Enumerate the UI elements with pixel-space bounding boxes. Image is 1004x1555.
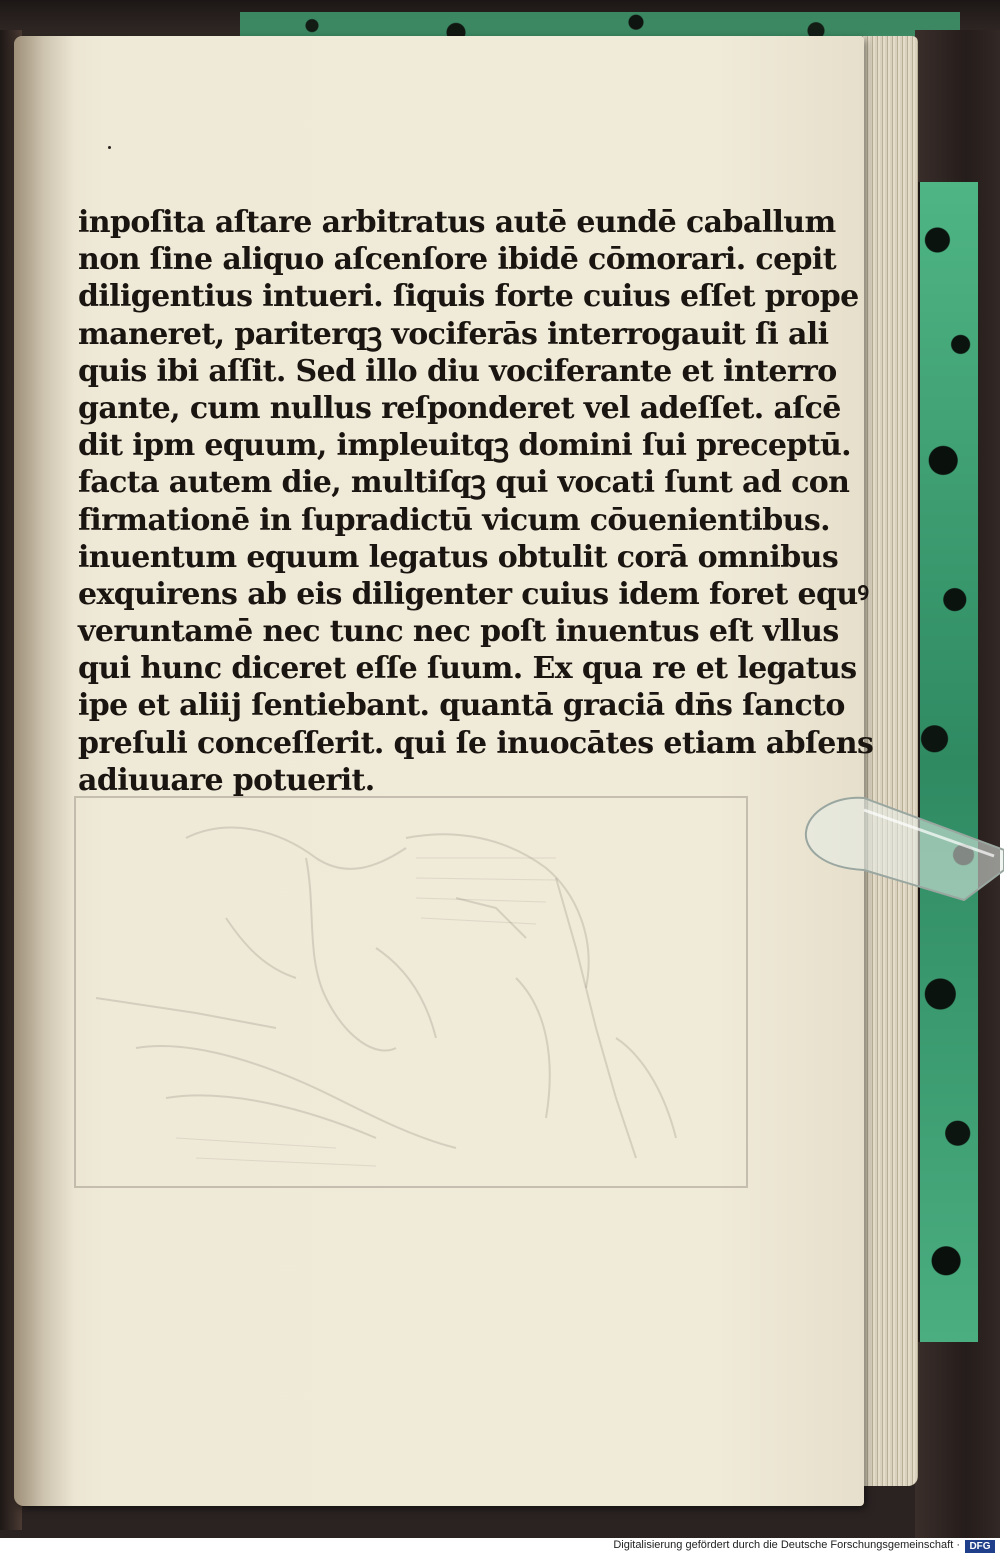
text-line: non ſine aliquo aſcenſore ibidē cōmorari. cepit bbox=[78, 242, 836, 278]
text-line: dit ipm equum, impleuitqꝫ domini ſui preceptū. bbox=[78, 428, 852, 464]
marbled-paper-side bbox=[918, 182, 978, 1342]
text-line: veruntamē nec tunc nec poſt inuentus eſt vllus bbox=[78, 614, 839, 650]
woodcut-ghost-image bbox=[76, 798, 746, 1186]
transparent-page-clip bbox=[804, 790, 1004, 900]
book-page bbox=[14, 36, 874, 1506]
text-line: ipe et aliĳ ſentiebant. quantā graciā dn̄s ſancto bbox=[78, 688, 845, 724]
text-line: facta autem die, multiſqꝫ qui vocati ſunt ad con bbox=[78, 465, 850, 501]
clip-shape bbox=[804, 790, 1004, 900]
text-line: inuentum equum legatus obtulit corā omnibus bbox=[78, 539, 839, 575]
text-line: diligentius intueri. ſiquis forte cuius eſſet prope bbox=[78, 279, 859, 315]
text-line: maneret, pariterqꝫ vociferās interrogauit ſi ali bbox=[78, 316, 829, 352]
footer-bar bbox=[0, 1538, 1000, 1555]
latin-text-block bbox=[78, 204, 874, 799]
text-line: exquirens ab eis diligenter cuius idem foret equꝰ bbox=[78, 576, 869, 612]
funding-credit: Digitalisierung gefördert durch die Deutsche Forschungsgemeinschaft · bbox=[613, 1539, 960, 1551]
text-line: preſuli conceſſerit. qui ſe inuocātes etiam abſens bbox=[78, 725, 874, 761]
text-line: firmationē in ſupradictū vicum cōuenientibus. bbox=[78, 502, 830, 538]
dfg-logo: DFG bbox=[965, 1540, 995, 1553]
text-line: adiuuare potuerit. bbox=[78, 762, 375, 798]
text-line: gante, cum nullus reſponderet vel adeſſet. aſcē bbox=[78, 390, 841, 426]
gutter-shadow bbox=[14, 36, 74, 1506]
bleed-through-woodcut bbox=[74, 796, 748, 1188]
text-line: quis ibi aſſit. Sed illo diu vociferante et interro bbox=[78, 353, 837, 389]
text-line: inpoſita aſtare arbitratus autē eundē caballum bbox=[78, 205, 836, 240]
text-line: qui hunc diceret eſſe ſuum. Ex qua re et legatus bbox=[78, 651, 857, 687]
ink-speck bbox=[108, 146, 111, 149]
